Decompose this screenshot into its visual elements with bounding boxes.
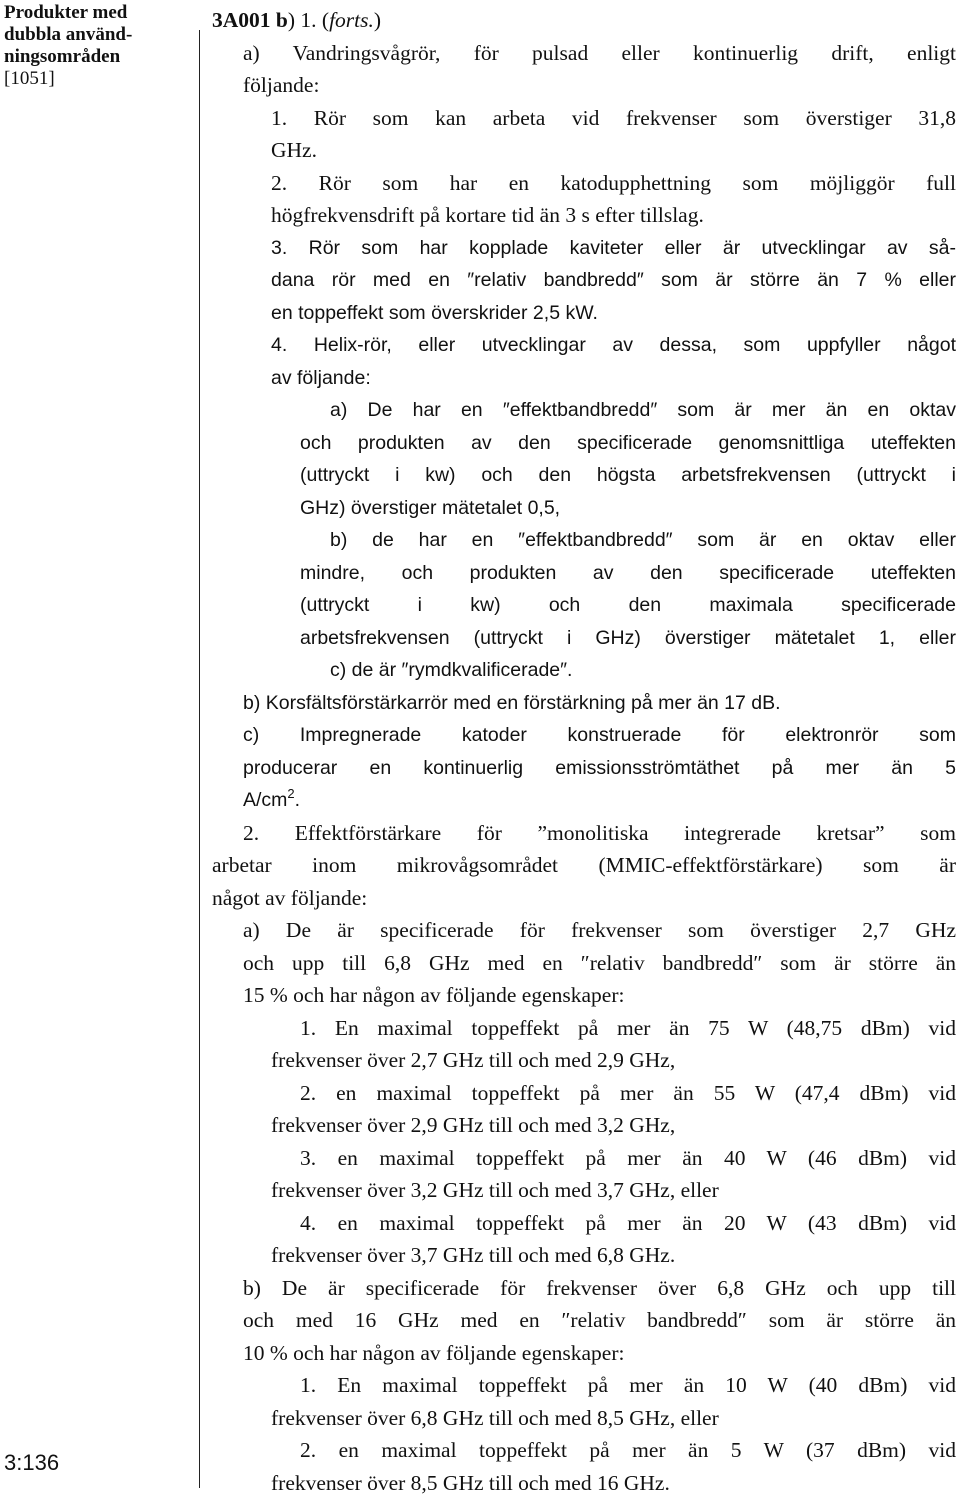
text-line <box>212 784 956 817</box>
superscript: 2 <box>287 786 294 801</box>
text-run: 3. Rör som har kopplade kaviteter eller är utvecklingar av så- <box>271 237 956 259</box>
section-title-line: Produkter med <box>4 2 190 24</box>
text-line <box>212 589 956 622</box>
text-run: ) <box>374 8 381 32</box>
text-line <box>212 1239 956 1272</box>
text-run: frekvenser över 2,9 GHz till och med 3,2 GHz, <box>271 1113 675 1137</box>
text-run: högfrekvensdrift på kortare tid än 3 s efter tillslag. <box>271 203 704 227</box>
text-line <box>212 37 956 70</box>
text-line <box>212 1142 956 1175</box>
section-reference: [1051] <box>4 68 55 90</box>
text-line <box>212 134 956 167</box>
text-run: GHz) överstiger mätetalet 0,5, <box>300 497 560 519</box>
text-line <box>212 199 956 232</box>
text-line <box>212 1272 956 1305</box>
text-run: 10 % och har någon av följande egenskaper: <box>243 1341 624 1365</box>
text-line <box>212 849 956 882</box>
text-run: 2. Rör som har en katodupphettning som möjliggör full <box>271 171 956 195</box>
section-title-line: dubbla använd- <box>4 24 190 46</box>
text-line <box>212 264 956 297</box>
text-run: 3A001 b <box>212 8 288 32</box>
text-run: GHz. <box>271 138 317 162</box>
text-run: något av följande: <box>212 886 367 910</box>
text-run: c) Impregnerade katoder konstruerade för elektronrör som <box>243 724 956 746</box>
text-run: arbetsfrekvensen (uttryckt i GHz) överstiger mätetalet 1, eller <box>300 627 956 649</box>
text-run: 1. Rör som kan arbeta vid frekvenser som överstiger 31,8 <box>271 106 956 130</box>
text-line <box>212 524 956 557</box>
text-line <box>212 1369 956 1402</box>
text-run: 2. Effektförstärkare för ”monolitiska integrerade kretsar” som <box>243 821 956 845</box>
text-line <box>212 1207 956 1240</box>
text-run: av följande: <box>271 367 371 389</box>
text-run: arbetar inom mikrovågsområdet (MMIC-effektförstärkare) som är <box>212 853 956 877</box>
text-run: producerar en kontinuerlig emissionsströmtäthet på mer än 5 <box>243 757 956 779</box>
text-run: frekvenser över 6,8 GHz till och med 8,5 GHz, eller <box>271 1406 719 1430</box>
text-run: 4. en maximal toppeffekt på mer än 20 W (43 dBm) vid <box>300 1211 956 1235</box>
text-run: ) 1. ( <box>288 8 329 32</box>
text-line <box>212 1434 956 1467</box>
text-line <box>212 69 956 102</box>
text-run: dana rör med en ″relativ bandbredd″ som är större än 7 % eller <box>271 269 956 291</box>
text-run: forts. <box>329 8 374 32</box>
text-run: (uttryckt i kw) och den maximala specificerade <box>300 594 956 616</box>
text-line <box>212 914 956 947</box>
text-line <box>212 1044 956 1077</box>
text-run: och produkten av den specificerade genomsnittliga uteffekten <box>300 432 956 454</box>
text-line <box>212 102 956 135</box>
text-run: 4. Helix-rör, eller utvecklingar av dessa, som uppfyller något <box>271 334 956 356</box>
text-run: b) de har en ″effektbandbredd″ som är en oktav eller <box>330 529 956 551</box>
text-run: och med 16 GHz med en ″relativ bandbredd″ som är större än <box>243 1308 956 1332</box>
text-line <box>212 1012 956 1045</box>
section-title-line: ningsområden <box>4 46 190 68</box>
text-run: 2. en maximal toppeffekt på mer än 55 W (47,4 dBm) vid <box>300 1081 956 1105</box>
text-line <box>212 1109 956 1142</box>
text-line <box>212 1174 956 1207</box>
document-body <box>212 4 956 1499</box>
text-run: 1. En maximal toppeffekt på mer än 10 W (40 dBm) vid <box>300 1373 956 1397</box>
text-run: b) De är specificerade för frekvenser över 6,8 GHz och upp till <box>243 1276 956 1300</box>
text-line <box>212 232 956 265</box>
text-run: b) Korsfältsförstärkarrör med en förstärkning på mer än 17 dB. <box>243 692 781 714</box>
text-line <box>212 654 956 687</box>
text-run: (uttryckt i kw) och den högsta arbetsfrekvensen (uttryckt i <box>300 464 956 486</box>
text-line <box>212 622 956 655</box>
text-run: c) de är ″rymdkvalificerade″. <box>330 659 572 681</box>
text-run: följande: <box>243 73 319 97</box>
text-run: a) De är specificerade för frekvenser som överstiger 2,7 GHz <box>243 918 956 942</box>
text-run: A/cm <box>243 789 287 811</box>
text-line <box>212 557 956 590</box>
text-line <box>212 329 956 362</box>
text-line <box>212 882 956 915</box>
text-line <box>212 1467 956 1499</box>
text-run: frekvenser över 3,2 GHz till och med 3,7 GHz, eller <box>271 1178 719 1202</box>
text-run: 15 % och har någon av följande egenskaper: <box>243 983 624 1007</box>
text-line <box>212 394 956 427</box>
text-run: en toppeffekt som överskrider 2,5 kW. <box>271 302 598 324</box>
text-line <box>212 979 956 1012</box>
text-run: frekvenser över 8,5 GHz till och med 16 GHz. <box>271 1471 670 1495</box>
column-divider <box>199 30 200 1488</box>
text-run: frekvenser över 2,7 GHz till och med 2,9 GHz, <box>271 1048 675 1072</box>
text-line <box>212 492 956 525</box>
text-run: mindre, och produkten av den specificerade uteffekten <box>300 562 956 584</box>
margin-sidebar <box>0 0 198 1488</box>
text-run: a) Vandringsvågrör, för pulsad eller kontinuerlig drift, enligt <box>243 41 956 65</box>
text-line <box>212 752 956 785</box>
text-run: 3. en maximal toppeffekt på mer än 40 W (46 dBm) vid <box>300 1146 956 1170</box>
text-line <box>212 1304 956 1337</box>
text-line <box>212 167 956 200</box>
text-line <box>212 817 956 850</box>
text-line <box>212 4 956 37</box>
text-run: . <box>295 789 300 811</box>
text-line <box>212 427 956 460</box>
text-run: 1. En maximal toppeffekt på mer än 75 W (48,75 dBm) vid <box>300 1016 956 1040</box>
section-title <box>4 2 190 68</box>
text-line <box>212 1077 956 1110</box>
text-run: 2. en maximal toppeffekt på mer än 5 W (37 dBm) vid <box>300 1438 956 1462</box>
text-line <box>212 459 956 492</box>
text-line <box>212 687 956 720</box>
text-run: a) De har en ″effektbandbredd″ som är mer än en oktav <box>330 399 956 421</box>
page-number: 3:136 <box>4 1450 59 1476</box>
text-line <box>212 1337 956 1370</box>
text-line <box>212 297 956 330</box>
text-line <box>212 719 956 752</box>
text-run: och upp till 6,8 GHz med en ″relativ bandbredd″ som är större än <box>243 951 956 975</box>
text-line <box>212 362 956 395</box>
text-line <box>212 1402 956 1435</box>
text-line <box>212 947 956 980</box>
text-run: frekvenser över 3,7 GHz till och med 6,8 GHz. <box>271 1243 675 1267</box>
